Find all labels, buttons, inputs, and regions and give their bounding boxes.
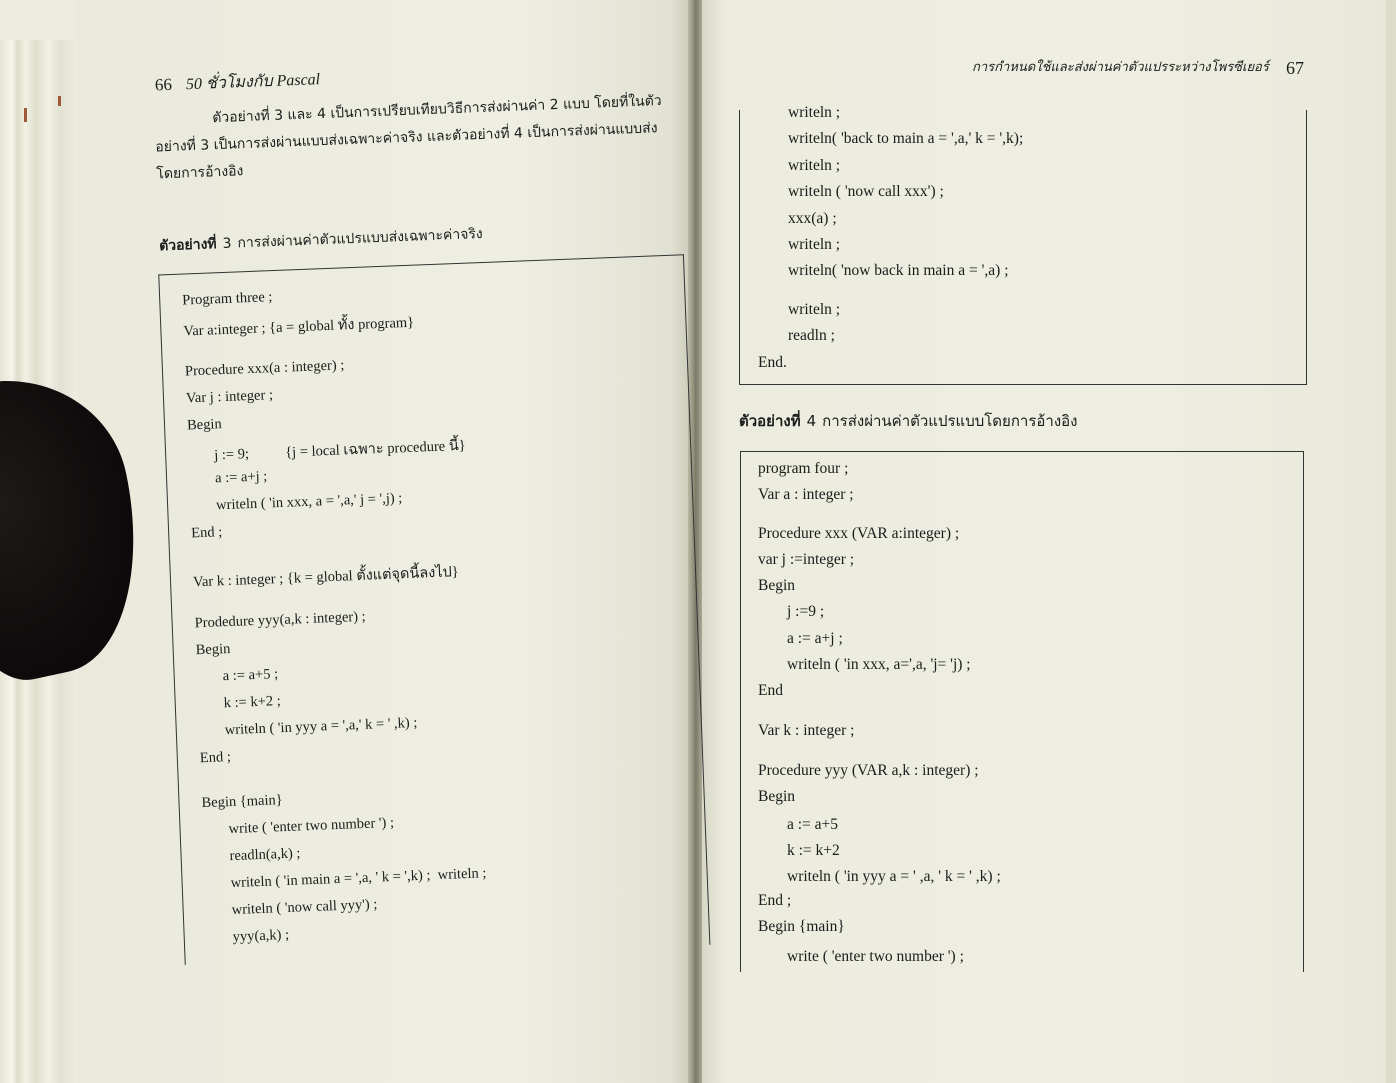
code-text: Var a : integer ;	[758, 486, 854, 503]
code-text: Var a:integer ; {a = global ทั้ง program}	[183, 314, 415, 340]
left-running-header	[155, 67, 321, 98]
code-line	[758, 551, 854, 569]
code-line	[228, 815, 394, 838]
code-line	[214, 434, 466, 467]
code-line	[231, 897, 377, 920]
code-line	[787, 603, 824, 621]
example-title: การส่งผ่านค่าตัวแปรแบบส่งเฉพาะค่าจริง	[237, 225, 484, 252]
chapter-running-header: การกำหนดใช้และส่งผ่านค่าตัวแปรระหว่างโพรซีเยอร์	[972, 60, 1269, 75]
example-number: 4	[806, 412, 817, 430]
code-text: Prodedure yyy(a,k : integer) ;	[194, 608, 366, 632]
code-line	[183, 311, 415, 343]
example-4-caption	[739, 409, 1077, 433]
code-text: yyy(a,k) ;	[232, 926, 290, 946]
code-text: a := a+5 ;	[222, 666, 279, 685]
intro-line: ตัวอย่างที่ 3 และ 4 เป็นการเปรียบเทียบวิธีการส่งผ่านค่า 2 แบบ โดยที่ในตัว	[211, 93, 662, 127]
code-text: writeln ;	[788, 157, 841, 174]
left-page-content	[140, 39, 728, 1059]
code-box-example-4	[740, 451, 1304, 972]
code-line	[788, 236, 840, 254]
code-line	[788, 104, 840, 122]
code-line	[191, 524, 223, 542]
example-label: ตัวอย่างที่	[158, 236, 217, 255]
intro-line: โดยการอ้างอิง	[156, 163, 244, 183]
code-text: Program three ;	[181, 289, 273, 309]
code-line	[229, 845, 300, 865]
code-text: writeln ( 'now call yyy') ;	[231, 896, 378, 919]
code-text: write ( 'enter two number ') ;	[787, 948, 964, 965]
code-line	[787, 842, 840, 860]
code-line	[215, 468, 268, 487]
code-text: writeln ( 'in yyy a = ',a,' k = ' ,k) ;	[224, 714, 418, 739]
code-line	[182, 289, 273, 309]
code-line	[788, 157, 840, 175]
code-line	[758, 918, 845, 936]
code-line	[223, 693, 281, 712]
code-line	[224, 715, 417, 739]
page-number-right: 67	[1286, 58, 1304, 78]
code-line	[758, 892, 791, 910]
code-text: a := a+j ;	[787, 630, 843, 647]
code-line	[216, 490, 403, 514]
edge-mark	[24, 108, 27, 122]
code-text: writeln( 'back to main a = ',a,' k = ',k);	[788, 130, 1024, 147]
code-text: Var k : integer ;	[758, 722, 855, 739]
code-text: writeln ( 'now call xxx') ;	[788, 183, 944, 200]
code-line	[232, 927, 289, 946]
code-text: Begin	[758, 788, 796, 805]
code-line	[758, 525, 959, 543]
code-line	[788, 130, 1023, 148]
code-text: Begin	[186, 416, 222, 434]
code-text: Begin {main}	[758, 918, 845, 935]
code-line	[222, 666, 278, 685]
code-text: writeln ;	[788, 301, 841, 318]
code-text: Procedure xxx(a : integer) ;	[184, 357, 345, 380]
code-text: writeln ;	[788, 104, 841, 121]
code-box-example-3	[158, 254, 710, 965]
code-line	[788, 262, 1009, 280]
code-line	[758, 722, 854, 740]
code-line	[758, 762, 979, 780]
code-text: writeln ( 'in yyy a = ' ,a, ' k = ' ,k) ;	[787, 868, 1001, 885]
code-line	[787, 816, 838, 834]
code-line	[200, 749, 232, 767]
code-text: End	[758, 682, 783, 699]
code-box-continued	[739, 104, 1307, 385]
right-page-edge	[1386, 0, 1396, 1083]
code-line	[758, 354, 787, 372]
code-line	[788, 327, 835, 345]
intro-line: อย่างที่ 3 เป็นการส่งผ่านแบบส่งเฉพาะค่าจริง และตัวอย่างที่ 4 เป็นการส่งผ่านแบบส่ง	[155, 120, 658, 156]
example-label: ตัวอย่างที่	[739, 412, 801, 430]
code-line	[787, 656, 971, 674]
edge-mark	[58, 96, 61, 106]
code-line	[186, 387, 274, 407]
code-text: Var j : integer ;	[185, 387, 274, 407]
code-line	[787, 630, 843, 648]
code-line	[758, 486, 854, 504]
code-line	[787, 948, 964, 966]
code-line	[185, 357, 345, 380]
code-text: Procedure yyy (VAR a,k : integer) ;	[758, 762, 979, 779]
code-text: Var k : integer ; {k = global ตั้งแต่จุดนี้ลงไป}	[192, 564, 460, 591]
code-line	[230, 865, 486, 892]
code-text: write ( 'enter two number ') ;	[228, 814, 395, 838]
code-line	[193, 560, 460, 593]
code-text: writeln ( 'in xxx, a = ',a,' j = ',j) ;	[215, 490, 403, 514]
code-text: var j :=integer ;	[758, 551, 855, 568]
code-text: xxx(a) ;	[788, 210, 837, 227]
code-text: program four ;	[758, 460, 849, 477]
code-line	[758, 460, 848, 478]
code-text: End.	[758, 354, 787, 371]
code-text: writeln ( 'in xxx, a=',a, 'j= 'j) ;	[787, 656, 971, 673]
code-line	[787, 868, 1001, 886]
example-number: 3	[222, 235, 232, 252]
code-text: k := k+2	[787, 842, 840, 859]
code-line	[758, 682, 783, 700]
code-text: Begin	[195, 640, 231, 659]
code-line	[201, 792, 283, 812]
code-text: readln(a,k) ;	[229, 845, 301, 865]
code-text: writeln ;	[788, 236, 841, 253]
code-line	[788, 210, 837, 228]
code-line	[195, 641, 230, 659]
code-text: readln ;	[788, 327, 835, 344]
code-text: a := a+5	[787, 816, 839, 833]
code-line	[758, 577, 795, 595]
code-line	[788, 301, 840, 319]
code-text: End ;	[758, 892, 792, 909]
code-text: Begin {main}	[201, 792, 284, 812]
code-text: j := 9; {j = local เฉพาะ procedure นี้}	[213, 437, 466, 464]
code-text: j :=9 ;	[787, 603, 825, 620]
intro-paragraph	[154, 87, 692, 188]
example-title: การส่งผ่านค่าตัวแปรแบบโดยการอ้างอิง	[822, 412, 1078, 430]
code-line	[194, 609, 366, 633]
code-text: Begin	[758, 577, 796, 594]
example-3-caption	[159, 223, 483, 257]
code-text: writeln ( 'in main a = ',a, ' k = ',k) ; writeln ;	[230, 865, 487, 892]
code-text: a := a+j ;	[214, 468, 268, 487]
book-title: 50 ชั่วโมงกับ Pascal	[185, 71, 321, 94]
code-line	[758, 788, 795, 806]
code-line	[788, 183, 944, 201]
code-line	[187, 416, 222, 434]
code-text: writeln( 'now back in main a = ',a) ;	[788, 262, 1009, 279]
page-number-left: 66	[154, 74, 173, 95]
code-text: k := k+2 ;	[223, 693, 282, 712]
code-text: End ;	[190, 524, 223, 542]
code-text: Procedure xxx (VAR a:integer) ;	[758, 525, 960, 542]
code-text: End ;	[199, 749, 232, 767]
